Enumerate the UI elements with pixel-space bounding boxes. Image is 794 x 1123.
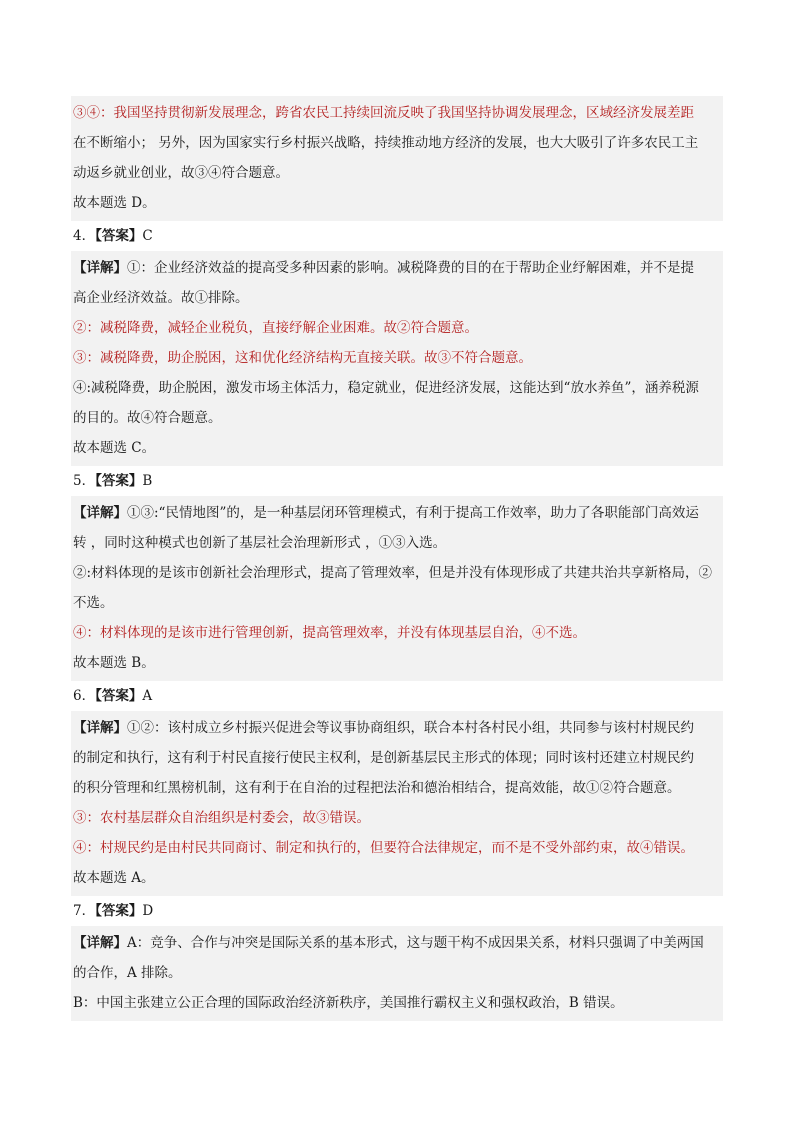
- q3-detail-block: [71, 96, 723, 221]
- q4-line-5: ④:减税降费，助企脱困，激发市场主体活力，稳定就业，促进经济发展，这能达到“放水养鱼”，涵养税源: [73, 380, 699, 396]
- q4-line-2: 高企业经济效益。故①排除。: [73, 290, 249, 306]
- q5-line-4: 不选。: [73, 595, 114, 611]
- q4-detail-tag: 【详解】: [73, 260, 127, 276]
- q6-conclusion: 故本题选 A。: [73, 870, 155, 886]
- q5-line-5: ④：材料体现的是该市进行管理创新，提高管理效率，并没有体现基层自治，④不选。: [73, 625, 586, 641]
- q3-line-1: ③④：我国坚持贯彻新发展理念，跨省农民工持续回流反映了我国坚持协调发展理念，区域经济发展差距: [73, 105, 694, 121]
- q5-line-3: ②:材料体现的是该市创新社会治理形式，提高了管理效率，但是并没有体现形成了共建共治共享新格局，②: [73, 565, 713, 581]
- q6-line-5: ④：村规民约是由村民共同商讨、制定和执行的，但要符合法律规定，而不是不受外部约束，故④错误。: [73, 840, 694, 856]
- q5-answer-value: B: [142, 473, 153, 489]
- q6-line-3: 的积分管理和红黑榜机制，这有利于在自治的过程把法治和德治相结合，提高效能，故①②符合题意。: [73, 780, 681, 796]
- q3-conclusion: 故本题选 D。: [73, 195, 156, 211]
- q4-line-1-text: ①：企业经济效益的提高受多种因素的影响。减税降费的目的在于帮助企业纾解困难，并不是提: [127, 260, 694, 276]
- q7-number: 7．: [73, 903, 96, 919]
- q4-line-3: ②：减税降费，减轻企业税负，直接纾解企业困难。故②符合题意。: [73, 320, 478, 336]
- q6-line-1: [73, 713, 721, 743]
- q6-answer-value: A: [142, 688, 153, 704]
- q4-conclusion: 故本题选 C。: [73, 440, 156, 456]
- q4-line-4: ③：减税降费，助企脱困，这和优化经济结构无直接关联。故③不符合题意。: [73, 350, 532, 366]
- q5-line-2: 转 ，同时这种模式也创新了基层社会治理新形式 ，①③入选。: [73, 535, 447, 551]
- q6-detail-tag: 【详解】: [73, 720, 127, 736]
- q7-line-1: [73, 928, 721, 958]
- q7-answer-tag: 【答案】: [95, 903, 143, 919]
- q7-answer-value: D: [142, 903, 154, 919]
- q7-detail-tag: 【详解】: [73, 935, 127, 951]
- q7-line-2: 的合作，A 排除。: [73, 965, 182, 981]
- q4-number: 4．: [73, 228, 96, 244]
- q5-conclusion: 故本题选 B。: [73, 655, 155, 671]
- q4-answer-value: C: [142, 228, 153, 244]
- q4-answer-tag: 【答案】: [95, 228, 143, 244]
- q6-line-4: ③：农村基层群众自治组织是村委会，故③错误。: [73, 810, 370, 826]
- q6-detail-block: [71, 711, 723, 896]
- q5-detail-block: [71, 496, 723, 681]
- q6-line-1-text: ①②：该村成立乡村振兴促进会等议事协商组织，联合本村各村民小组，共同参与该村村规民约: [127, 720, 694, 736]
- q6-answer-tag: 【答案】: [95, 688, 143, 704]
- answer-content: [71, 96, 723, 1021]
- q5-line-1-text: ①③:“民情地图”的，是一种基层闭环管理模式，有利于提高工作效率，助力了各职能部门高效运: [127, 505, 699, 521]
- q5-answer-tag: 【答案】: [95, 473, 143, 489]
- q7-line-1-text: A：竞争、合作与冲突是国际关系的基本形式，这与题干构不成因果关系，材料只强调了中美两国: [127, 935, 704, 951]
- q3-line-3: 动返乡就业创业，故③④符合题意。: [73, 165, 289, 181]
- q5-detail-tag: 【详解】: [73, 505, 127, 521]
- q5-line-1: [73, 498, 721, 528]
- q5-number: 5．: [73, 473, 96, 489]
- q7-detail-block: [71, 926, 723, 1021]
- q5-answer-heading: [71, 466, 723, 496]
- q7-answer-heading: [71, 896, 723, 926]
- q4-answer-heading: [71, 221, 723, 251]
- q4-line-6: 的目的。故④符合题意。: [73, 410, 222, 426]
- q4-line-1: [73, 253, 721, 283]
- q6-number: 6．: [73, 688, 96, 704]
- q6-answer-heading: [71, 681, 723, 711]
- q7-line-3: B：中国主张建立公正合理的国际政治经济新秩序，美国推行霸权主义和强权政治，B 错误。: [73, 995, 624, 1011]
- q3-line-2: 在不断缩小； 另外，因为国家实行乡村振兴战略，持续推动地方经济的发展，也大大吸引了许多农民工主: [73, 135, 699, 151]
- q6-line-2: 的制定和执行，这有利于村民直接行使民主权利，是创新基层民主形式的体现；同时该村还建立村规民约: [73, 750, 694, 766]
- q4-detail-block: [71, 251, 723, 466]
